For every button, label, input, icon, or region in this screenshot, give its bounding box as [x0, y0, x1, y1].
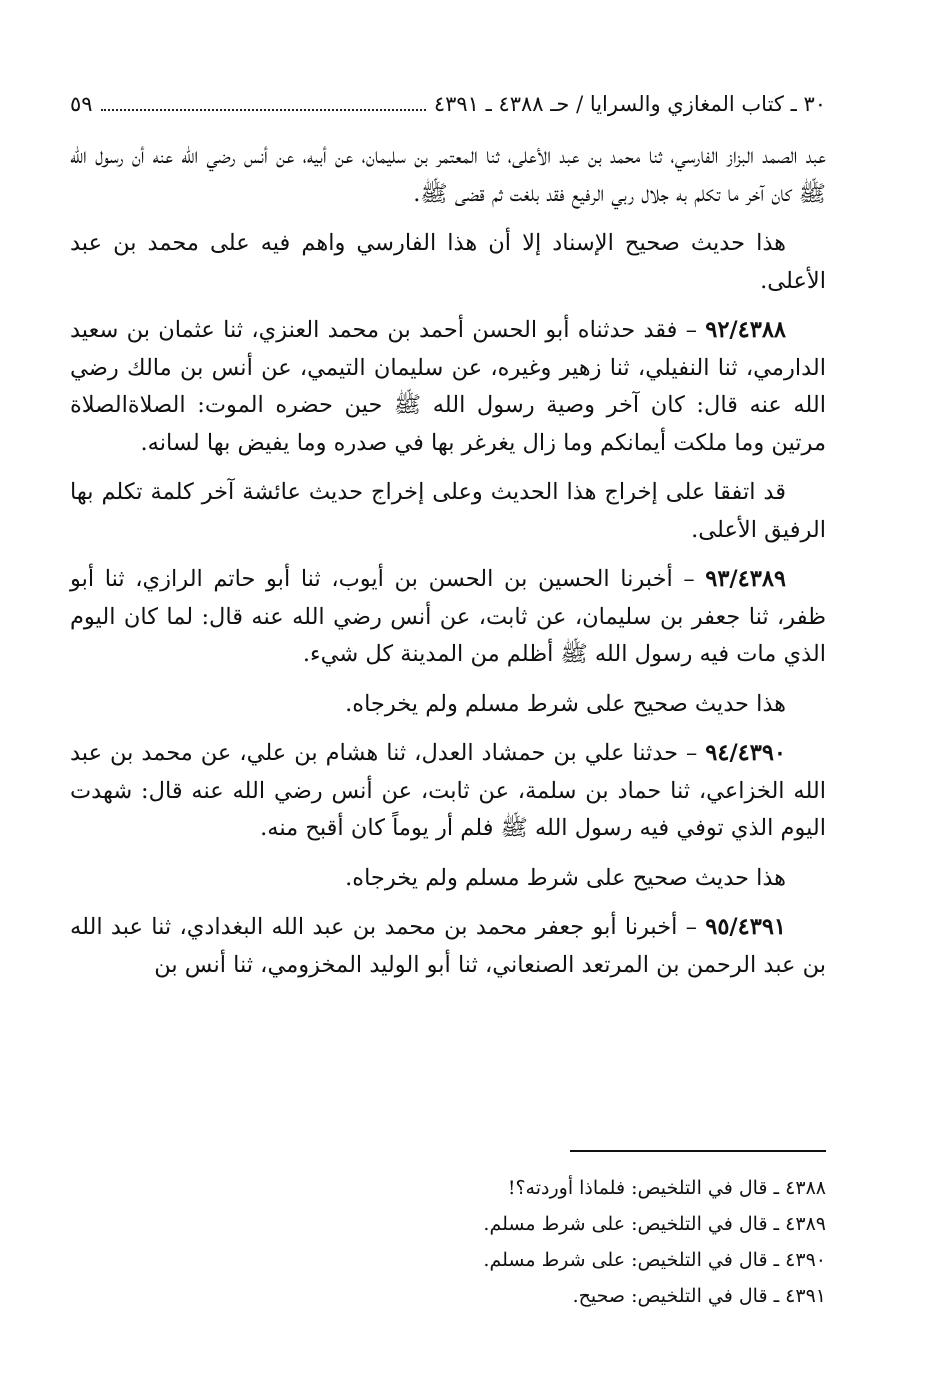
footnote-4389: ٤٣٨٩ ـ قال في التلخيص: على شرط مسلم.	[483, 1213, 826, 1235]
paragraph-text: – أخبرنا الحسين بن الحسن بن أيوب، ثنا أبو حاتم الرازي، ثنا أبو ظفر، ثنا جعفر بن سليمان، عن ثابت، عن أنس رضي الله عنه قال: لما كان اليوم الذي مات فيه رسول الله ﷺ أظلم من المدينة كل شيء.	[70, 566, 826, 667]
hadith-4391	[70, 909, 826, 984]
footnote-4390: ٤٣٩٠ ـ قال في التلخيص: على شرط مسلم.	[483, 1249, 826, 1271]
hadith-number: ٩٣/٤٣٨٩	[705, 566, 786, 592]
hadith-number: ٩٤/٤٣٩٠	[705, 740, 787, 766]
paragraph-text: – حدثنا علي بن حمشاد العدل، ثنا هشام بن علي، عن محمد بن عبد الله الخزاعي، ثنا حماد بن سلمة، عن ثابت، عن أنس رضي الله عنه قال: شهدت اليوم الذي توفي فيه رسول الله ﷺ فلم أر يوماً كان أقبح منه.	[70, 740, 826, 841]
footnote-4388: ٤٣٨٨ ـ قال في التلخيص: فلماذا أوردته؟!	[507, 1177, 826, 1199]
paragraph-text: – فقد حدثناه أبو الحسن أحمد بن محمد العنزي، ثنا عثمان بن سعيد الدارمي، ثنا النفيلي، ثنا زهير وغيره، عن سليمان التيمي، عن أنس بن مالك رضي الله عنه قال: كان آخر وصية رسول الله ﷺ حين حضره الموت: الصلاةالصلاة مرتين وما ملكت أيمانكم وما زال يغرغر بها في صدره وما يفيض بها لسانه.	[70, 317, 826, 456]
hadith-number: ٩٥/٤٣٩١	[705, 914, 786, 940]
running-header	[70, 84, 826, 124]
main-text	[70, 138, 826, 984]
footnote-4391: ٤٣٩١ ـ قال في التلخيص: صحيح.	[572, 1285, 826, 1307]
hadith-number: ٩٢/٤٣٨٨	[705, 317, 786, 343]
paragraph-6	[70, 686, 826, 724]
paragraph-text: هذا حديث صحيح على شرط مسلم ولم يخرجاه.	[345, 690, 786, 717]
header-title: ٣٠ ـ كتاب المغازي والسرايا / حـ ٤٣٨٨ ـ ٤٣٩١	[433, 92, 826, 116]
paragraph-text: – أخبرنا أبو جعفر محمد بن محمد بن عبد الله البغدادي، ثنا عبد الله بن عبد الرحمن بن المرتعد الصنعاني، ثنا أبو الوليد المخزومي، ثنا أنس بن	[70, 914, 826, 978]
page-number: ٥٩	[70, 92, 93, 116]
paragraph-text: عبد الصمد البزاز الفارسي، ثنا محمد بن عبد الأعلى، ثنا المعتمر بن سليمان، عن أبيه، عن أنس رضي الله عنه أن رسول الله ﷺ كان آخر ما تكلم به جلال ربي الرفيع فقد بلغت ثم قضى ﷺ.	[70, 143, 826, 207]
header-dot-leader	[101, 87, 426, 111]
book-page	[70, 84, 826, 1344]
footnotes	[70, 1170, 826, 1314]
paragraph-4	[70, 474, 826, 549]
hadith-4388	[70, 312, 826, 462]
paragraph-2	[70, 225, 826, 300]
paragraph-text: هذا حديث صحيح على شرط مسلم ولم يخرجاه.	[345, 864, 786, 891]
paragraph-text: هذا حديث صحيح الإسناد إلا أن هذا الفارسي واهم فيه على محمد بن عبد الأعلى.	[70, 230, 826, 294]
paragraph-8	[70, 860, 826, 898]
paragraph-text: قد اتفقا على إخراج هذا الحديث وعلى إخراج حديث عائشة آخر كلمة تكلم بها الرفيق الأعلى.	[70, 479, 826, 543]
paragraph-1	[70, 138, 826, 213]
hadith-4389	[70, 561, 826, 674]
footnote-separator	[570, 1150, 826, 1152]
hadith-4390	[70, 735, 826, 848]
